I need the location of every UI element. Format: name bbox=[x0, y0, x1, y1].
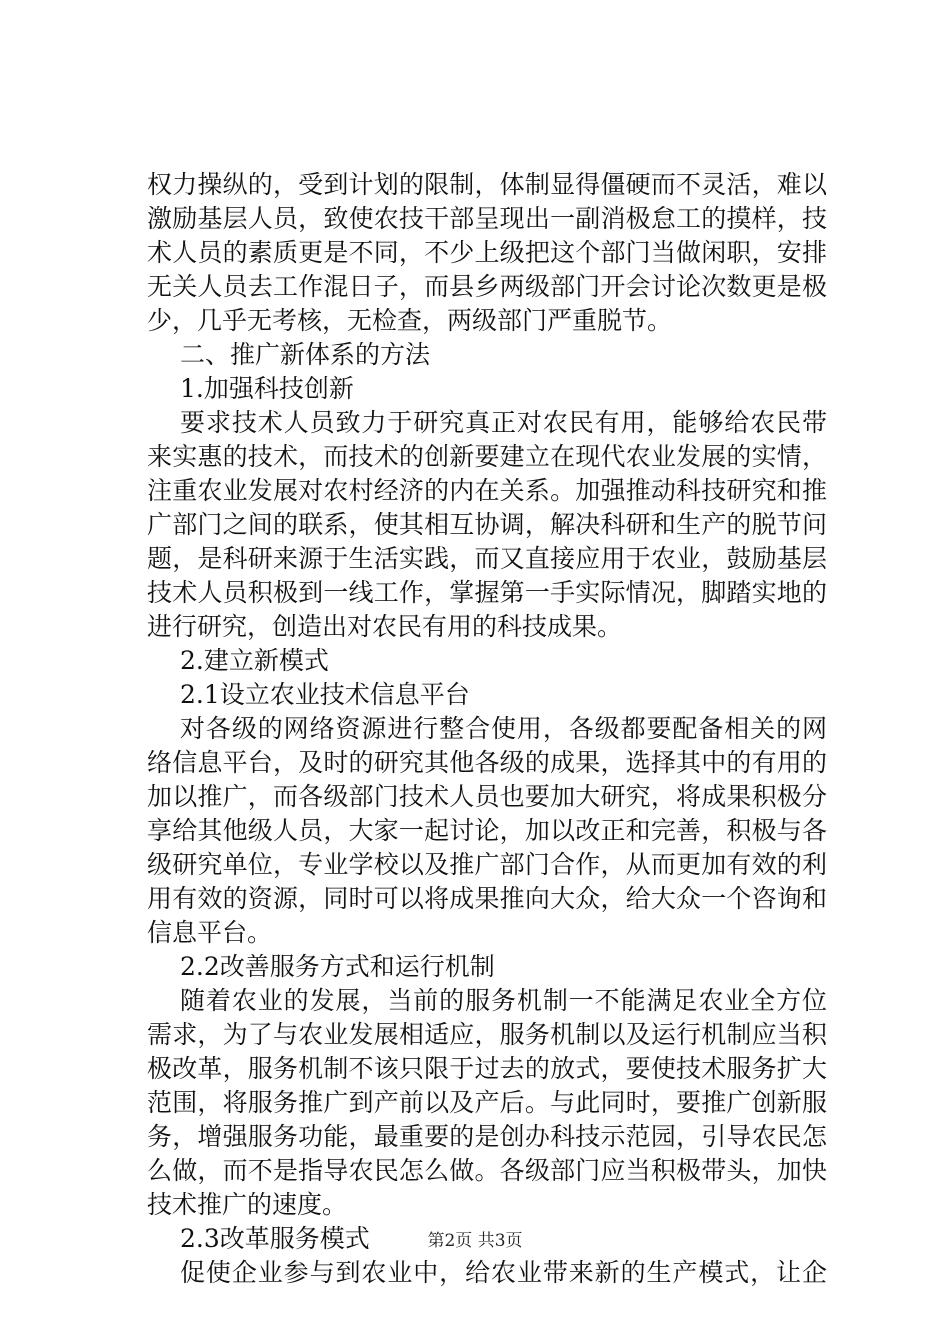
text-line: 2.3改革服务模式 bbox=[180, 1224, 370, 1253]
text-line: 来实惠的技术，而技术的创新要建立在现代农业发展的实情， bbox=[147, 442, 827, 471]
text-line: 题，是科研来源于生活实践，而又直接应用于农业，鼓励基层 bbox=[147, 544, 827, 573]
text-line: 无关人员去工作混日子，而县乡两级部门开会讨论次数更是极 bbox=[147, 272, 827, 301]
text-line: 用有效的资源，同时可以将成果推向大众，给大众一个咨询和 bbox=[147, 884, 827, 913]
text-line: 二、推广新体系的方法 bbox=[180, 340, 431, 369]
text-line: 促使企业参与到农业中，给农业带来新的生产模式，让企 bbox=[180, 1258, 827, 1287]
document-body bbox=[147, 168, 827, 1290]
text-line: 2.1设立农业技术信息平台 bbox=[180, 680, 470, 709]
text-line: 极改革，服务机制不该只限于过去的放式，要使技术服务扩大 bbox=[147, 1054, 827, 1083]
text-line: 广部门之间的联系，使其相互协调，解决科研和生产的脱节问 bbox=[147, 510, 827, 539]
text-line: 进行研究，创造出对农民有用的科技成果。 bbox=[147, 612, 623, 641]
text-line: 激励基层人员，致使农技干部呈现出一副消极怠工的摸样，技 bbox=[147, 204, 827, 233]
text-line: 务，增强服务功能，最重要的是创办科技示范园，引导农民怎 bbox=[147, 1122, 827, 1151]
text-line: 级研究单位，专业学校以及推广部门合作，从而更加有效的利 bbox=[147, 850, 827, 879]
text-line: 加以推广，而各级部门技术人员也要加大研究，将成果积极分 bbox=[147, 782, 827, 811]
text-line: 注重农业发展对农村经济的内在关系。加强推动科技研究和推 bbox=[147, 476, 827, 505]
text-line: 技术推广的速度。 bbox=[147, 1190, 348, 1219]
text-line: 范围，将服务推广到产前以及产后。与此同时，要推广创新服 bbox=[147, 1088, 827, 1117]
page-footer: 第2页 共3页 bbox=[427, 1231, 523, 1251]
text-line: 2.建立新模式 bbox=[180, 646, 329, 675]
text-line: 么做，而不是指导农民怎么做。各级部门应当积极带头，加快 bbox=[147, 1156, 827, 1185]
text-line: 要求技术人员致力于研究真正对农民有用，能够给农民带 bbox=[180, 408, 827, 437]
text-line: 权力操纵的，受到计划的限制，体制显得僵硬而不灵活，难以 bbox=[147, 170, 827, 199]
text-line: 信息平台。 bbox=[147, 918, 273, 947]
text-line: 享给其他级人员，大家一起讨论，加以改正和完善，积极与各 bbox=[147, 816, 827, 845]
text-line: 1.加强科技创新 bbox=[180, 374, 354, 403]
text-line: 随着农业的发展，当前的服务机制一不能满足农业全方位 bbox=[180, 986, 827, 1015]
text-line: 2.2改善服务方式和运行机制 bbox=[180, 952, 495, 981]
text-line: 技术人员积极到一线工作，掌握第一手实际情况，脚踏实地的 bbox=[147, 578, 827, 607]
text-line: 少，几乎无考核，无检查，两级部门严重脱节。 bbox=[147, 306, 673, 335]
text-line: 需求，为了与农业发展相适应，服务机制以及运行机制应当积 bbox=[147, 1020, 827, 1049]
text-line: 对各级的网络资源进行整合使用，各级都要配备相关的网 bbox=[180, 714, 827, 743]
text-line: 络信息平台，及时的研究其他各级的成果，选择其中的有用的 bbox=[147, 748, 827, 777]
text-line: 术人员的素质更是不同，不少上级把这个部门当做闲职，安排 bbox=[147, 238, 827, 267]
